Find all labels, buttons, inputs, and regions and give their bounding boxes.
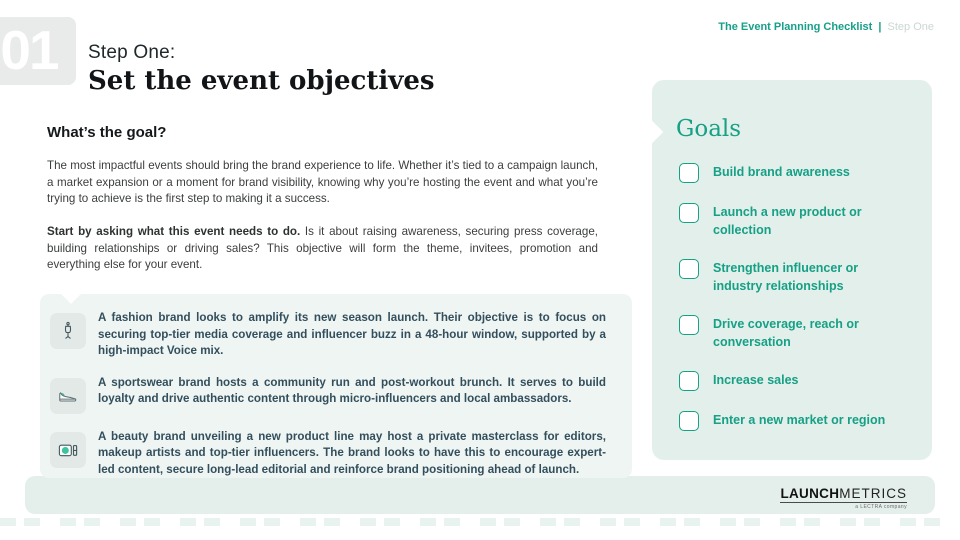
goals-checklist — [679, 164, 914, 431]
list-item — [679, 260, 914, 295]
logo-bold-part: LAUNCH — [780, 486, 840, 501]
list-item — [679, 164, 914, 183]
goal-label: Launch a new product or collection — [713, 205, 862, 237]
goal-label: Strengthen influencer or industry relationships — [713, 261, 859, 293]
goal-label: Build brand awareness — [713, 165, 850, 179]
makeup-icon — [50, 432, 86, 468]
list-item — [679, 372, 914, 391]
checkbox[interactable] — [679, 203, 699, 223]
list-item — [679, 316, 914, 351]
second-paragraph-lead: Start by asking what this event needs to do. — [47, 225, 301, 238]
second-paragraph-rest: Is it about raising awareness, securing press coverage, building relationships or driving sales? This objective will form the theme, invitees, promotion and everything else for your event. — [47, 225, 598, 272]
logo-wordmark — [780, 486, 907, 503]
section-heading: What’s the goal? — [47, 124, 167, 141]
examples-list — [50, 310, 606, 479]
step-number-tile — [0, 17, 76, 85]
goals-heading: Goals — [676, 116, 742, 142]
list-item — [50, 310, 606, 360]
breadcrumb — [718, 21, 934, 33]
intro-paragraph: The most impactful events should bring the brand experience to life. Whether it’s tied to a campaign launch, a market expansion or a moment for brand visibility, knowing why you’re hosting the event and what you’re trying to achieve is the first step to making it a success. — [47, 159, 598, 206]
goal-label: Drive coverage, reach or conversation — [713, 317, 859, 349]
checkbox[interactable] — [679, 411, 699, 431]
checkbox[interactable] — [679, 163, 699, 183]
goals-card-notch — [641, 121, 664, 144]
step-kicker: Step One: — [88, 42, 176, 63]
step-number: 01 — [0, 19, 58, 81]
mannequin-icon — [50, 313, 86, 349]
list-item — [679, 412, 914, 431]
breadcrumb-separator: | — [878, 21, 882, 33]
launchmetrics-logo — [780, 485, 907, 510]
goal-label: Increase sales — [713, 373, 799, 387]
goal-label: Enter a new market or region — [713, 413, 886, 427]
decorative-dash-row — [0, 518, 960, 526]
example-text: A sportswear brand hosts a community run and post-workout brunch. It serves to build loyalty and drive authentic content through micro-influencers and local ambassadors. — [98, 375, 606, 406]
list-item — [50, 375, 606, 414]
examples-card — [40, 294, 632, 478]
checkbox[interactable] — [679, 371, 699, 391]
logo-tagline: a LECTRA company — [855, 504, 907, 510]
checkbox[interactable] — [679, 315, 699, 335]
checkbox[interactable] — [679, 259, 699, 279]
list-item — [50, 429, 606, 479]
examples-card-notch — [61, 284, 81, 304]
page-title: Set the event objectives — [88, 66, 435, 96]
example-text: A fashion brand looks to amplify its new season launch. Their objective is to focus on securing top-tier media coverage and influencer buzz in a 48-hour window, supported by a high-impact Voice mix. — [98, 311, 606, 358]
breadcrumb-step: Step One — [887, 21, 934, 33]
sneaker-icon — [50, 378, 86, 414]
example-text: A beauty brand unveiling a new product line may host a private masterclass for editors, makeup artists and top-tier influencers. The brand looks to have this to encourage expert-led content, secure long-lead editorial and reinforce brand positioning ahead of launch. — [98, 429, 606, 476]
list-item — [679, 204, 914, 239]
goals-card — [652, 80, 932, 460]
breadcrumb-doc-title: The Event Planning Checklist — [718, 21, 873, 33]
footer-band — [25, 476, 935, 514]
logo-light-part: METRICS — [839, 486, 907, 501]
second-paragraph — [47, 224, 598, 274]
